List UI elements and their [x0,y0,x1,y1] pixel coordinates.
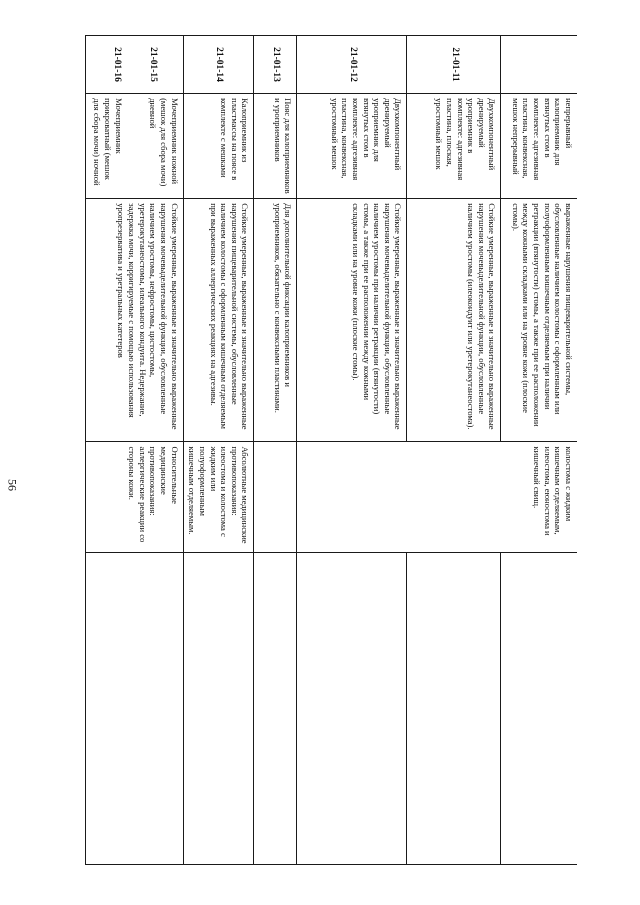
row-name: Пояс для калоприемников и уроприемников [254,94,297,199]
row-indications: Стойкие умеренные, выраженные и значительно выраженные нарушения мочевыделительной функции, обусловленные наличием уростомы при наличии ретракции (втянутости) стомы, а также при ее расположении между кожными складками или на уровне кожи (плоские стомы). [297,199,407,442]
row-indications: Стойкие умеренные, выраженные и значительно выраженные нарушения мочевыделительной функции, обусловленные наличием уростомы, нефростомы, цистостомы, уретерокутанеостомы, илеального кондуита. Недержание, задержка мочи, корригируемые с помощью использования уропрезерватива и уретральных катетеров [85,199,183,442]
row-contraindications [254,442,297,552]
row-extra-empty [501,552,577,864]
row-extra-empty [85,552,183,864]
row-code: 21-01-13 [254,36,297,94]
rotated-table-wrapper [75,35,577,865]
row-extra-empty [407,552,501,864]
row-name: непрерывный калоприемник для втянутых стом в комплекте: адгезивная пластина, конвексная, мешок непрерывный [501,94,577,199]
row-name-b: Мочеприемник прикроватный (мешок для сбора мочи) ночной [92,98,124,186]
page-number: 56 [5,479,20,491]
table-row [183,36,254,865]
row-name: Двухкомпонентный дренируемый уроприемник для втянутых стом в комплекте: адгезивная пластина, конвексная, уростомный мешок [297,94,407,199]
row-name: Калоприемник из пластмассы на поясе в комплекте с мешками [183,94,254,199]
row-code [501,36,577,94]
row-code: 21-01-11 [407,36,501,94]
device-table [85,35,577,865]
row-contraindications: Относительные медицинские противопоказания: аллергические реакции со стороны кожи. [85,442,183,552]
table-row [85,36,183,865]
row-code: 21-01-14 [183,36,254,94]
row-name-a: Мочеприемник ножной (мешок для сбора мочи) дневной [148,98,180,187]
row-indications: Стойкие умеренные, выраженные и значительно выраженные нарушения пищеварительной системы, обусловленные наличием колостомы с оформленным кишечным отделяемым при выраженных аллергических реакциях на адгезивы. [183,199,254,442]
row-name: Двухкомпонентный дренируемый уроприемник в комплекте: адгезивная пластина, плоская, уростомный мешок [407,94,501,199]
row-extra-empty [297,552,407,864]
table-row [501,36,577,865]
row-code: 21-01-12 [297,36,407,94]
row-contraindications: Абсолютные медицинские противопоказания: илеостома и колостома с жидким или полуоформленным кишечным отделяемым. [183,442,254,552]
row-code-a: 21-01-15 [147,47,158,82]
row-extra-empty [254,552,297,864]
row-indications: выраженные нарушения пищеварительной системы, обусловленные наличием колостомы с оформленным или полуоформленным кишечным отделяемым при наличии ретракции (втянутости) стомы, а также при ее расположении между кожными складками или на уровне кожи (плоские стомы). [501,199,577,442]
row-indications: Для дополнительной фиксации калоприемников и уроприемников, обязательно с конвексными пластинами. [254,199,297,442]
row-indications: Стойкие умеренные, выраженные и значительно выраженные нарушения мочевыделительной функции, обусловленные наличием уростомы (илеокондуит или уретерокутанеостома). [407,199,501,442]
table-row [254,36,297,865]
row-name [85,94,183,199]
row-contraindications: колостома с жидким кишечным отделяемым, илеостома, еюностома и кишечный свищ. [297,442,577,552]
row-code-b: 21-01-16 [112,47,123,82]
row-extra-empty [183,552,254,864]
row-code [85,36,183,94]
